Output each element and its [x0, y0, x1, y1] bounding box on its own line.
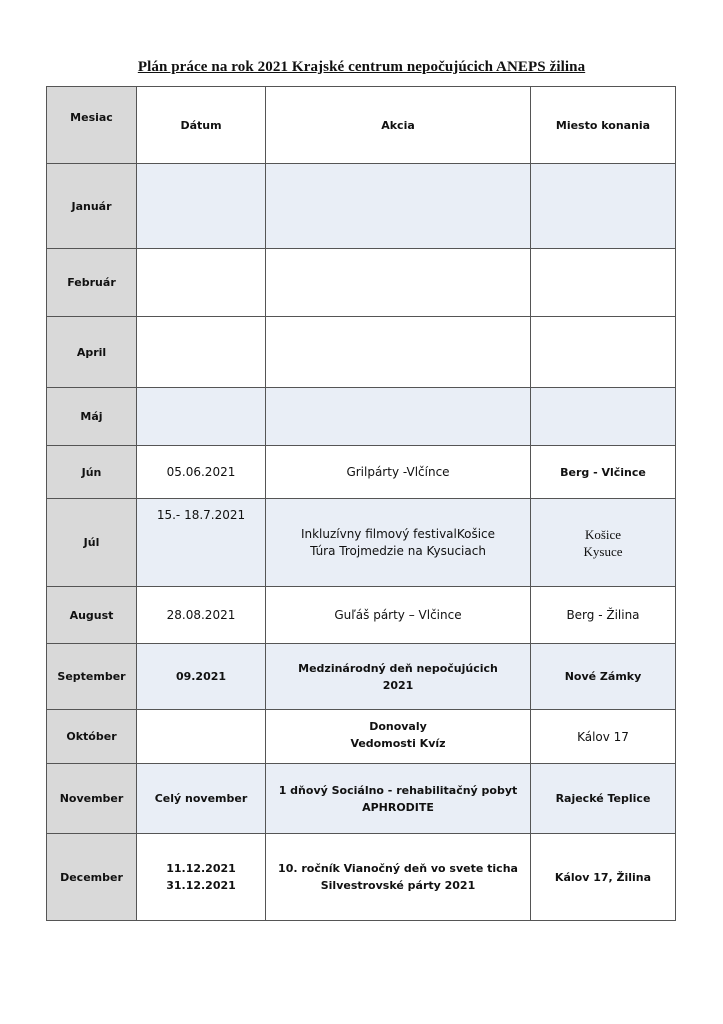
date-cell: 05.06.2021: [137, 446, 266, 499]
place-cell: [531, 164, 676, 249]
event-cell: [266, 710, 531, 764]
table-row: [47, 164, 676, 249]
month-cell: Máj: [47, 388, 137, 446]
place-cell: Rajecké Teplice: [531, 764, 676, 834]
table-row: [47, 834, 676, 921]
month-cell: Január: [47, 164, 137, 249]
date-cell: Celý november: [137, 764, 266, 834]
month-cell: Október: [47, 710, 137, 764]
place-cell: Kálov 17, Žilina: [531, 834, 676, 921]
document-title: Plán práce na rok 2021 Krajské centrum nepočujúcich ANEPS žilina: [137, 59, 586, 75]
place-cell: Nové Zámky: [531, 644, 676, 710]
table-row: [47, 587, 676, 644]
header-akcia: Akcia: [266, 87, 531, 164]
table-row: [47, 499, 676, 587]
event-cell: [266, 164, 531, 249]
event-cell: [266, 644, 531, 710]
place-line: Kysuce: [583, 543, 623, 559]
event-line: Donovaly: [369, 720, 427, 733]
event-cell: [266, 249, 531, 317]
table-row: [47, 764, 676, 834]
place-cell: [531, 499, 676, 587]
event-cell: [266, 388, 531, 446]
header-datum: Dátum: [137, 87, 266, 164]
event-line: 1 dňový Sociálno - rehabilitačný pobyt: [278, 783, 518, 797]
event-line: Túra Trojmedzie na Kysuciach: [310, 543, 486, 558]
event-line: 10. ročník Vianočný deň vo svete ticha: [278, 862, 518, 875]
date-cell: 09.2021: [137, 644, 266, 710]
event-cell: Guľáš párty – Vlčince: [266, 587, 531, 644]
date-line: 15.- 18.7.2021: [156, 508, 246, 522]
header-miesto: Miesto konania: [531, 87, 676, 164]
month-cell: September: [47, 644, 137, 710]
place-line: Košice: [584, 526, 622, 542]
place-cell: [531, 249, 676, 317]
event-line: Medzinárodný deň nepočujúcich: [298, 661, 498, 675]
date-cell: [137, 710, 266, 764]
header-row: [47, 87, 676, 164]
date-cell: [137, 317, 266, 388]
date-cell: [137, 249, 266, 317]
table-row: [47, 710, 676, 764]
date-cell: [137, 388, 266, 446]
place-cell: Kálov 17: [531, 710, 676, 764]
month-cell: Júl: [47, 499, 137, 587]
place-cell: Berg - Žilina: [531, 587, 676, 644]
plan-table: [46, 86, 676, 921]
table-row: [47, 317, 676, 388]
event-cell: [266, 317, 531, 388]
month-cell: December: [47, 834, 137, 921]
month-cell: April: [47, 317, 137, 388]
table-row: [47, 249, 676, 317]
table-row: [47, 644, 676, 710]
event-cell: Grilpárty -Vlčínce: [266, 446, 531, 499]
event-cell: [266, 834, 531, 921]
date-line: 11.12.2021: [166, 862, 236, 875]
month-cell: November: [47, 764, 137, 834]
event-line: Vedomosti Kvíz: [350, 737, 446, 750]
place-cell: [531, 317, 676, 388]
date-cell: 28.08.2021: [137, 587, 266, 644]
date-cell: [137, 499, 266, 587]
event-cell: [266, 499, 531, 587]
table-row: [47, 388, 676, 446]
date-cell: [137, 164, 266, 249]
date-cell: [137, 834, 266, 921]
header-mesiac: Mesiac: [47, 87, 137, 164]
event-line: 2021: [382, 678, 414, 692]
month-cell: Jún: [47, 446, 137, 499]
date-line: 31.12.2021: [166, 879, 236, 892]
event-line: Inkluzívny filmový festivalKošice: [300, 526, 496, 541]
event-cell: [266, 764, 531, 834]
event-line: APHRODITE: [362, 800, 434, 814]
place-cell: [531, 388, 676, 446]
month-cell: Február: [47, 249, 137, 317]
place-cell: Berg - Vlčince: [531, 446, 676, 499]
table-row: [47, 446, 676, 499]
month-cell: August: [47, 587, 137, 644]
event-line: Silvestrovské párty 2021: [320, 879, 476, 892]
